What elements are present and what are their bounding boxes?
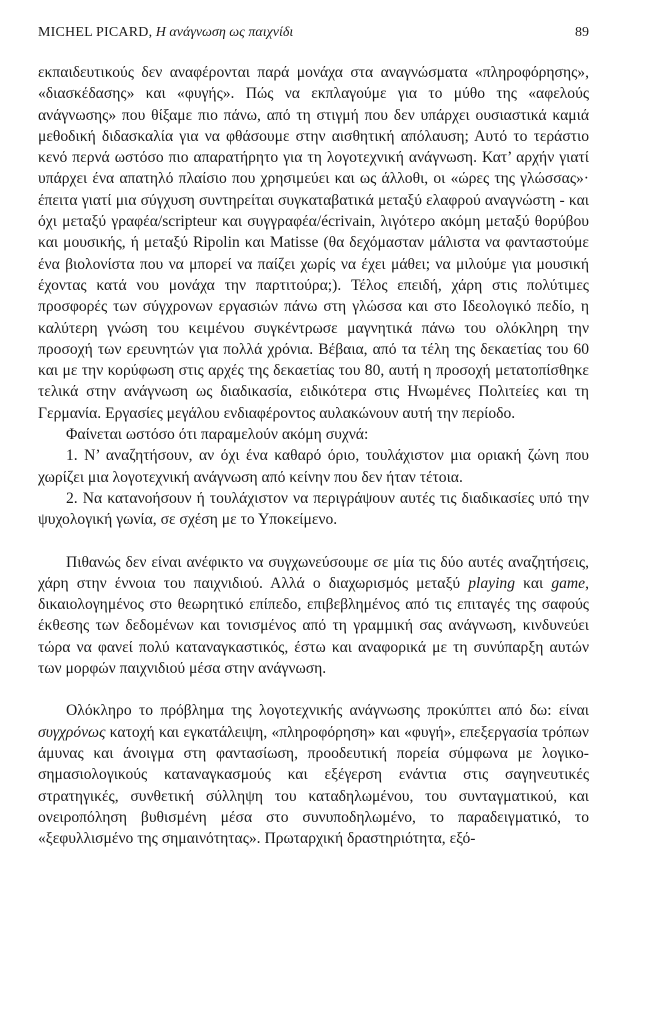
paragraph-6-text-b: κατοχή και εγκατάλειψη, «πληροφόρηση» και «φυγή», επεξεργασία τρόπων άμυνας και άνοιγμα στη φαντασίωση, προοδευτική πορεία σύμφωνα με λογικο-σημασιολογικούς καταναγκασμούς και εξέγερση ενάντια στις σαγηνευτικές στρατηγικές, συνθετική σύλληψη του καταδηλωμένου, του συνταγματικού, και ονειροπόληση βυθισμένη μέσα στο συνυποδηλωμένο, το παραδειγματικό, το «ξεφυλλισμένο της σημαινότητας». Πρωταρχική δραστηριότητα, εξό- [38, 723, 589, 848]
page-number: 89 [575, 25, 589, 40]
term-playing: playing [468, 574, 516, 592]
term-game: game [551, 574, 586, 592]
paragraph-5 [38, 552, 589, 680]
paragraph-2: Φαίνεται ωστόσο ότι παραμελούν ακόμη συχνά: [66, 426, 369, 444]
running-head-left [38, 24, 293, 42]
running-head [38, 24, 589, 46]
paragraph-5-text-a: Πιθανώς δεν είναι ανέφικτο να συγχωνεύσουμε σε μία τις δύο αυτές αναζητήσεις, χάρη στην έννοια του παιχνιδιού. Αλλά ο διαχωρισμός μεταξύ [38, 553, 589, 592]
book-page [38, 24, 589, 849]
author-name: MICHEL PICARD, [38, 25, 153, 40]
book-title: Η ανάγνωση ως παιχνίδι [155, 25, 294, 40]
paragraph-5-text-c: , δικαιολογημένος στο θεωρητικό επίπεδο, επιβεβλημένος από τις επιταγές της σαφούς έκθεσης των δεδομένων και τονισμένος από τη γραμμική σας ανάγνωση, κινδυνεύει τώρα να φανεί πολύ καταναγκαστικός, έστω και αναφορικά με τη συνύπαρξη αυτών των μορφών παιχνιδιού μέσα στην ανάγνωση. [38, 574, 589, 678]
list-item-1: 1. Ν’ αναζητήσουν, αν όχι ένα καθαρό όριο, τουλάχιστον μια οριακή ζώνη που χωρίζει μια λογοτεχνική ανάγνωση από κείνην που δεν ήταν τέτοια. [38, 447, 589, 486]
body-text [38, 62, 589, 849]
paragraph-1: εκπαιδευτικούς δεν αναφέρονται παρά μονάχα στα αναγνώσματα «πληροφόρησης», «διασκέδασης» και «φυγής». Πώς να εκπλαγούμε για το μύθο της «αφελούς ανάγνωσης» που θίξαμε πιο πάνω, από τη στιγμή που δεν υπάρχει ουσιαστικά καμιά μεθοδική διδασκαλία για να φθάσουμε στην αισθητική απόλαυση; Αυτό το τεράστιο κενό περνά ωστόσο πιο απαρατήρητο για τη λογοτεχνική ανάγνωση. Κατ’ αρχήν γιατί υπάρχει ένα απατηλό πλαίσιο που χρησιμεύει και ως άλλοθι, οι «ώρες της γλώσσας»· έπειτα γιατί μια σύγχυση συντηρείται συγκαταβατικά μεταξύ ελαφρού αναγνώστη - και όχι μεταξύ γραφέα/scripteur και συγγραφέα/écrivain, λιγότερο ακόμη μεταξύ θορύβου και μουσικής, ή μεταξύ Ripolin και Matisse (θα δεχόμασταν μάλιστα να φανταστούμε ένα βιολονίστα που να μπορεί να παίζει χωρίς να έχει μάθει; να μιλούμε για μουσική έχοντας κατά νου μονάχα την παρτιτούρα;). Τέλος επειδή, χάρη στις πολύτιμες προσφορές των σύγχρονων εργασιών πάνω στη γλώσσα και στο Ιδεολογικό πεδίο, η καλύτερη γνώση του κειμένου συγκέντρωσε μαγνητικά πάνω του ολόκληρη την προσοχή των ερευνητών για πολλά χρόνια. Βέβαια, από τα τέλη της δεκαετίας του 60 και με την κορύφωση στις αρχές της δεκαετίας του 80, αυτή η προσοχή μετατοπίσθηκε τελικά στην ανάγνωση ως διαδικασία, ειδικότερα στις Ηνωμένες Πολιτείες και τη Γερμανία. Εργασίες μεγάλου ενδιαφέροντος αυλακώνουν αυτή την περίοδο. [38, 64, 589, 422]
term-synchronously: συγχρόνως [38, 723, 106, 741]
paragraph-5-text-b: και [515, 574, 552, 592]
paragraph-6-text-a: Ολόκληρο το πρόβλημα της λογοτεχνικής ανάγνωσης προκύπτει από δω: είναι [66, 702, 589, 720]
list-item-2: 2. Να κατανοήσουν ή τουλάχιστον να περιγράψουν αυτές τις διαδικασίες υπό την ψυχολογική γωνία, σε σχέση με το Υποκείμενο. [38, 489, 589, 529]
paragraph-6 [38, 700, 589, 849]
